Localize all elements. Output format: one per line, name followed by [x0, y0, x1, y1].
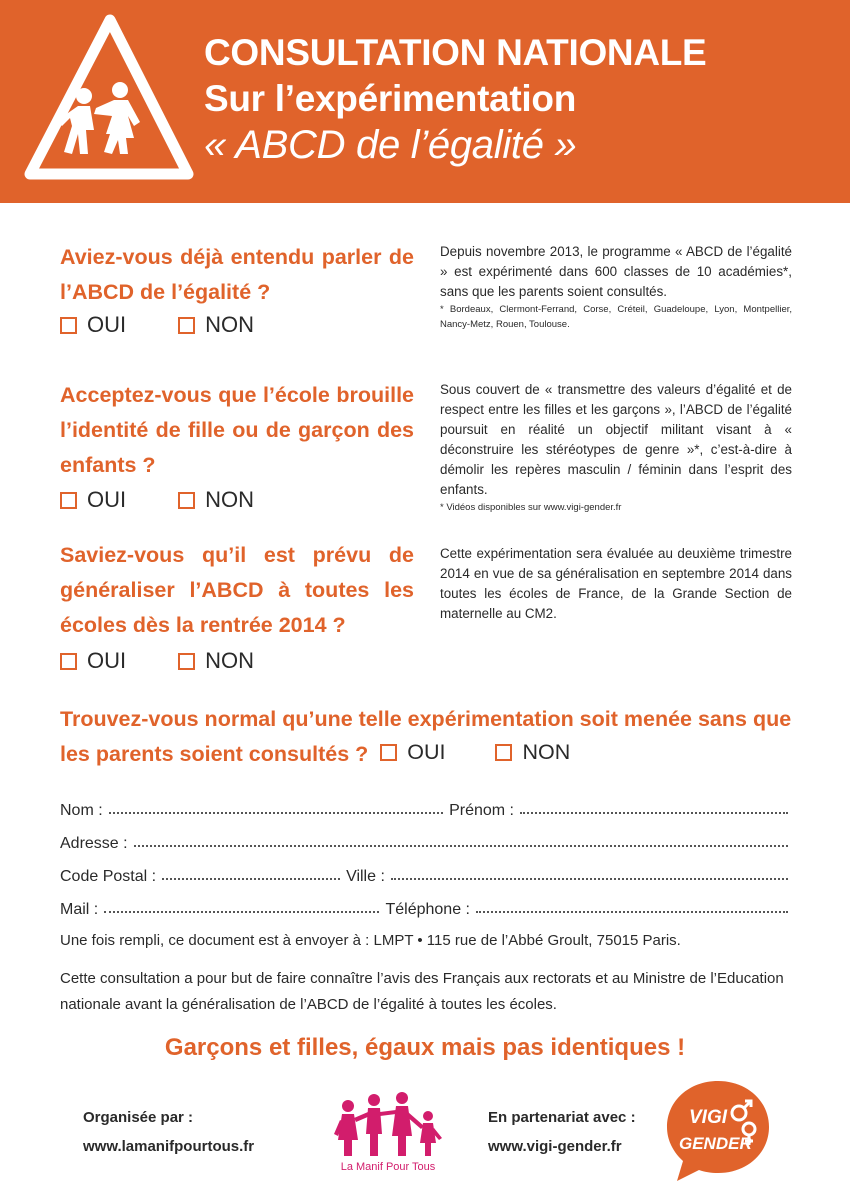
q3-no-option[interactable]: [178, 648, 254, 674]
q2-footnote: * Vidéos disponibles sur www.vigi-gender.fr: [440, 502, 622, 513]
form-row-city: [60, 853, 794, 886]
prenom-label: Prénom :: [449, 802, 514, 819]
question-4-options: [380, 736, 570, 769]
q1-explanation-text: Depuis novembre 2013, le programme « ABCD de l’égalité » est expérimenté dans 600 classes de 10 académies*, sans que les parents soient consultés.: [440, 244, 792, 299]
q2-no-label: NON: [205, 487, 255, 512]
vigi-logo-line2: GENDER: [679, 1134, 752, 1153]
q3-yes-label: OUI: [87, 648, 127, 673]
nom-label: Nom :: [60, 802, 103, 819]
q4-no-checkbox[interactable]: [495, 744, 512, 761]
question-3: Saviez-vous qu’il est prévu de généraliser l’ABCD à toutes les écoles dès la rentrée 2014 ?: [60, 543, 414, 637]
form-row-name: [60, 787, 794, 820]
code-postal-field[interactable]: [162, 877, 340, 880]
q1-yes-label: OUI: [87, 312, 127, 337]
adresse-field[interactable]: [134, 844, 788, 847]
organiser-block: [83, 1103, 254, 1161]
q4-no-label: NON: [522, 740, 571, 764]
telephone-field[interactable]: [476, 910, 788, 913]
contact-form: [60, 787, 794, 919]
header-title-line3: « ABCD de l’égalité »: [204, 123, 577, 167]
q2-explanation: [440, 380, 792, 515]
q1-no-label: NON: [205, 312, 255, 337]
form-row-address: [60, 820, 794, 853]
q2-yes-label: OUI: [87, 487, 127, 512]
question-4: [60, 703, 800, 771]
ville-label: Ville :: [346, 868, 385, 885]
question-1-options: [60, 312, 254, 338]
telephone-label: Téléphone :: [385, 901, 470, 918]
header-banner: [0, 0, 850, 203]
organiser-label: Organisée par :: [83, 1109, 194, 1126]
q3-no-checkbox[interactable]: [178, 653, 195, 670]
header-title: [204, 30, 706, 168]
mail-label: Mail :: [60, 901, 99, 918]
q4-yes-option[interactable]: [380, 736, 445, 769]
q1-yes-checkbox[interactable]: [60, 317, 77, 334]
q3-explanation: [440, 544, 792, 624]
send-instructions: Une fois rempli, ce document est à envoyer à : LMPT • 115 rue de l’Abbé Groult, 75015 Paris.: [60, 932, 681, 949]
q1-no-option[interactable]: [178, 312, 254, 338]
q1-footnote: * Bordeaux, Clermont-Ferrand, Corse, Créteil, Guadeloupe, Lyon, Montpellier, Nancy-Metz, Rouen, Toulouse.: [440, 304, 792, 330]
code-postal-label: Code Postal :: [60, 868, 157, 885]
nom-field[interactable]: [109, 811, 443, 814]
q4-yes-label: OUI: [407, 740, 446, 764]
q1-yes-option[interactable]: [60, 312, 126, 338]
q3-yes-option[interactable]: [60, 648, 126, 674]
prenom-field[interactable]: [520, 811, 788, 814]
q3-explanation-text: Cette expérimentation sera évaluée au deuxième trimestre 2014 en vue de sa généralisation en septembre 2014 dans toutes les écoles de France, de la Grande Section de maternelle au CM2.: [440, 546, 792, 621]
vigi-gender-logo: [663, 1075, 773, 1185]
ville-field[interactable]: [391, 877, 788, 880]
q1-explanation: [440, 242, 792, 332]
adresse-label: Adresse :: [60, 835, 128, 852]
q2-explanation-text: Sous couvert de « transmettre des valeurs d’égalité et de respect entre les filles et les garçons », l’ABCD de l’égalité poursuit en réalité un objectif militant visant à « déconstruire les stéréotypes de genre »*, c’est-à-dire à démolir les repères masculin / féminin dans l’esprit des enfants.: [440, 382, 792, 497]
q4-yes-checkbox[interactable]: [380, 744, 397, 761]
q2-yes-checkbox[interactable]: [60, 492, 77, 509]
q3-yes-checkbox[interactable]: [60, 653, 77, 670]
q1-no-checkbox[interactable]: [178, 317, 195, 334]
question-1: Aviez-vous déjà entendu parler de l’ABCD de l’égalité ?: [60, 245, 414, 304]
question-4-text: Trouvez-vous normal qu’une telle expérimentation soit menée sans que les parents soient consultés ?: [60, 707, 792, 766]
q2-yes-option[interactable]: [60, 487, 126, 513]
form-row-contact: [60, 886, 794, 919]
vigi-gender-bubble-icon: [663, 1075, 773, 1185]
q3-no-label: NON: [205, 648, 255, 673]
q2-no-checkbox[interactable]: [178, 492, 195, 509]
lmpt-caption: La Manif Pour Tous: [340, 1161, 436, 1173]
school-crossing-warning-icon: [22, 14, 194, 186]
q4-no-option[interactable]: [495, 736, 570, 769]
vigi-logo-line1: VIGI: [689, 1107, 728, 1128]
question-3-options: [60, 648, 254, 674]
question-2: Acceptez-vous que l’école brouille l’identité de fille ou de garçon des enfants ?: [60, 383, 414, 477]
question-2-options: [60, 487, 254, 513]
partner-block: [488, 1103, 636, 1161]
partner-label: En partenariat avec :: [488, 1109, 636, 1126]
organiser-link[interactable]: www.lamanifpourtous.fr: [83, 1138, 255, 1155]
purpose-text: Cette consultation a pour but de faire connaître l’avis des Français aux rectorats et au Ministre de l’Education nationale avant la généralisation de l’ABCD de l’égalité à toutes les écoles.: [60, 970, 784, 1013]
header-title-line2: Sur l’expérimentation: [204, 78, 577, 119]
partner-link[interactable]: www.vigi-gender.fr: [488, 1138, 622, 1155]
slogan: Garçons et filles, égaux mais pas identiques !: [164, 1034, 686, 1061]
mail-field[interactable]: [104, 910, 379, 913]
header-title-line1: CONSULTATION NATIONALE: [204, 32, 707, 73]
q2-no-option[interactable]: [178, 487, 254, 513]
